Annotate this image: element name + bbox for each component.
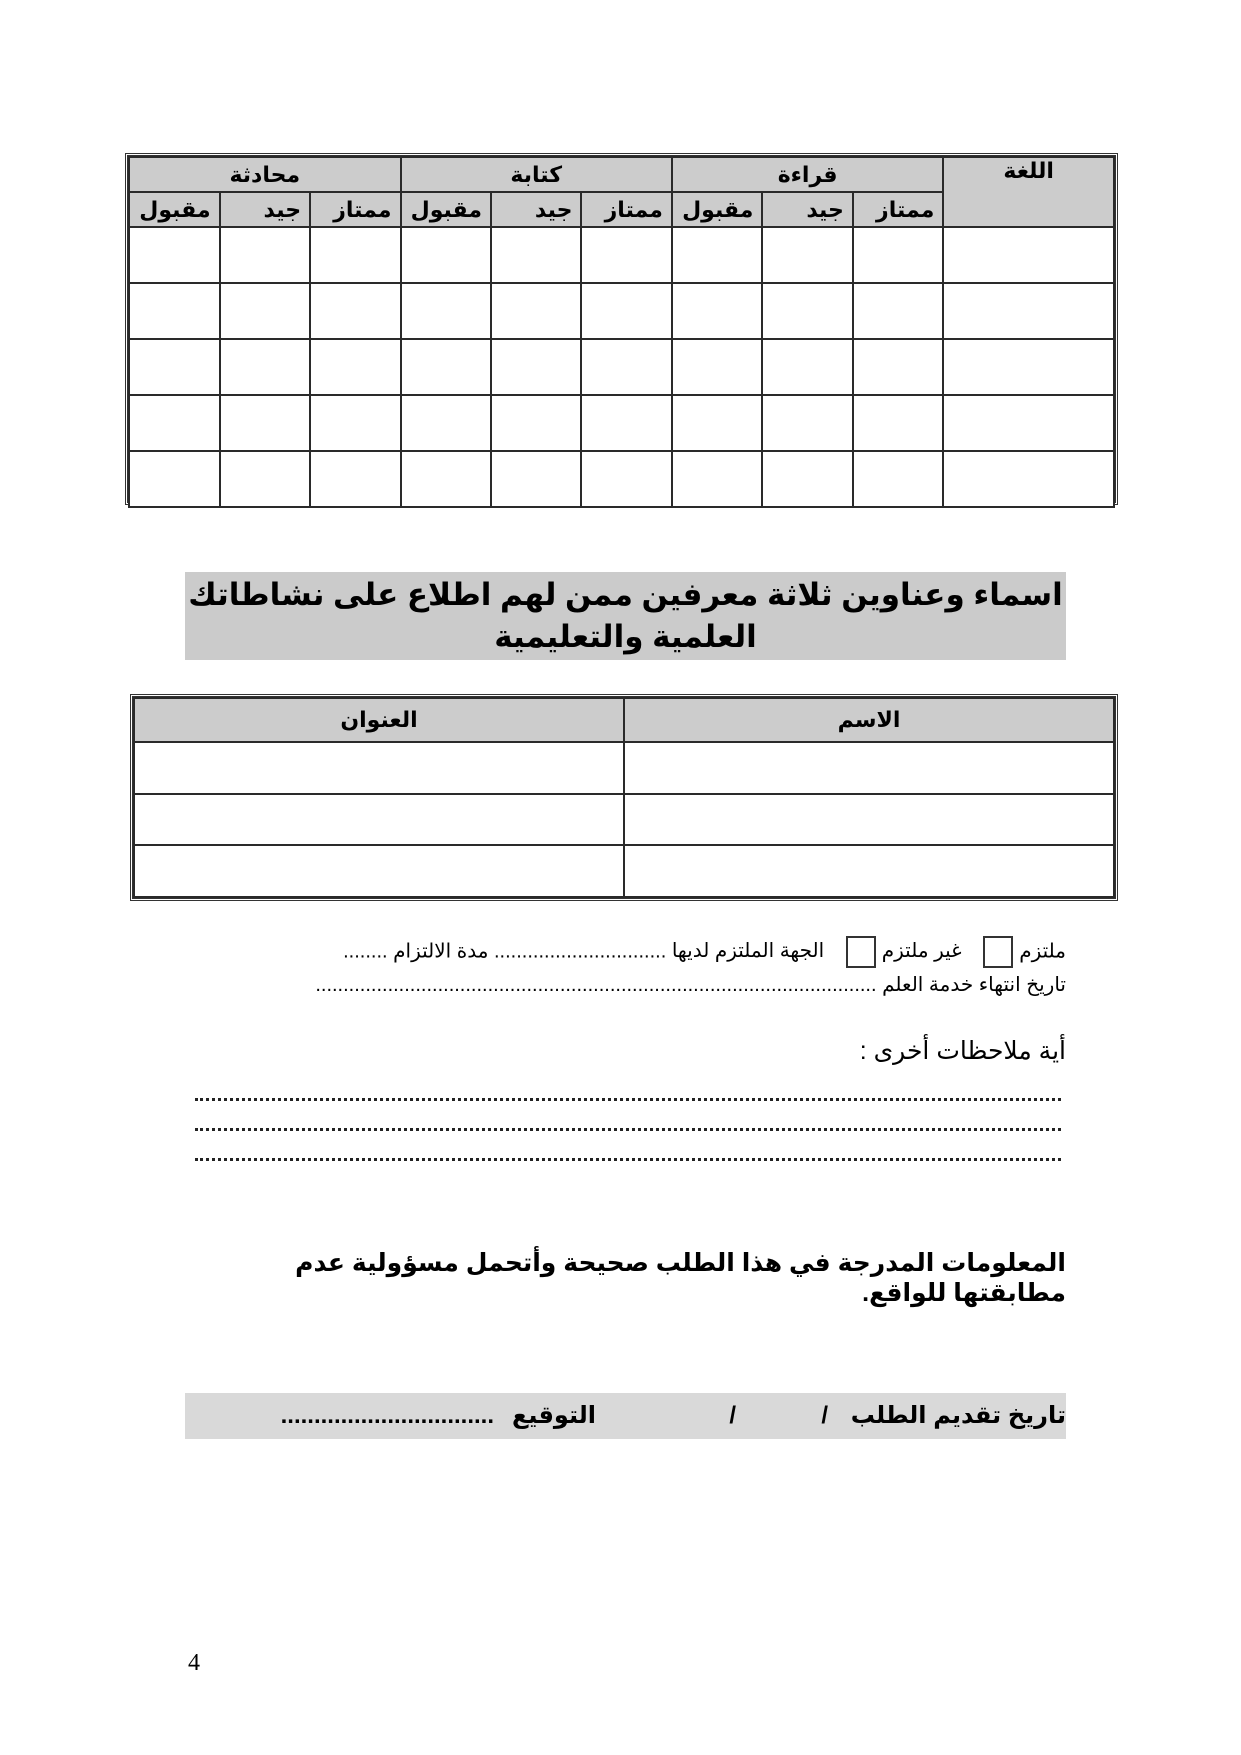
table-cell[interactable] <box>491 227 581 283</box>
table-cell[interactable] <box>853 451 943 507</box>
name-column-header: الاسم <box>624 698 1114 742</box>
table-cell[interactable] <box>581 395 671 451</box>
date-signature-bar <box>185 1393 1066 1439</box>
language-cell[interactable] <box>943 283 1114 339</box>
not-committed-label: غير ملتزم <box>881 940 962 963</box>
speaking-excellent-header: ممتاز <box>310 192 400 227</box>
table-cell[interactable] <box>220 227 310 283</box>
speaking-good-header: جيد <box>220 192 310 227</box>
table-cell[interactable] <box>129 227 220 283</box>
table-cell[interactable] <box>129 339 220 395</box>
table-cell[interactable] <box>491 283 581 339</box>
table-cell[interactable] <box>401 227 491 283</box>
table-cell[interactable] <box>581 339 671 395</box>
declaration-statement: المعلومات المدرجة في هذا الطلب صحيحة وأتحمل مسؤولية عدم مطابقتها للواقع. <box>295 1249 1066 1307</box>
reading-group-header: قراءة <box>672 157 943 192</box>
reading-good-header: جيد <box>762 192 852 227</box>
language-cell[interactable] <box>943 227 1114 283</box>
table-row <box>134 742 1114 794</box>
language-cell[interactable] <box>943 395 1114 451</box>
table-cell[interactable] <box>310 339 400 395</box>
remarks-line-1[interactable] <box>195 1094 1061 1101</box>
table-cell[interactable] <box>220 451 310 507</box>
page-number: 4 <box>188 1650 200 1676</box>
table-cell[interactable] <box>310 451 400 507</box>
table-cell[interactable] <box>401 395 491 451</box>
reference-name-cell[interactable] <box>624 794 1114 846</box>
table-row <box>129 451 1114 507</box>
table-cell[interactable] <box>310 395 400 451</box>
reference-address-cell[interactable] <box>134 742 624 794</box>
table-row <box>129 395 1114 451</box>
languages-table <box>125 153 1118 505</box>
remarks-line-3[interactable] <box>195 1154 1061 1161</box>
service-end-field[interactable]: ..................................................................................................... <box>315 974 877 996</box>
table-cell[interactable] <box>853 283 943 339</box>
service-end-label: تاريخ انتهاء خدمة العلم <box>882 974 1066 996</box>
table-cell[interactable] <box>220 283 310 339</box>
remarks-label: أية ملاحظات أخرى : <box>859 1037 1066 1065</box>
table-cell[interactable] <box>762 451 852 507</box>
duration-field[interactable]: ........ <box>343 940 388 963</box>
table-cell[interactable] <box>491 451 581 507</box>
table-cell[interactable] <box>762 227 852 283</box>
table-cell[interactable] <box>672 395 762 451</box>
table-cell[interactable] <box>310 283 400 339</box>
date-separator: / <box>821 1402 828 1429</box>
service-end-line <box>200 972 1066 997</box>
table-cell[interactable] <box>129 451 220 507</box>
language-cell[interactable] <box>943 451 1114 507</box>
table-cell[interactable] <box>853 395 943 451</box>
table-cell[interactable] <box>581 283 671 339</box>
reference-name-cell[interactable] <box>624 845 1114 897</box>
table-cell[interactable] <box>401 451 491 507</box>
references-table <box>130 694 1118 901</box>
table-cell[interactable] <box>401 339 491 395</box>
table-row <box>129 283 1114 339</box>
reading-excellent-header: ممتاز <box>853 192 943 227</box>
address-column-header: العنوان <box>134 698 624 742</box>
table-cell[interactable] <box>853 339 943 395</box>
table-cell[interactable] <box>672 451 762 507</box>
remarks-line-2[interactable] <box>195 1124 1061 1131</box>
table-cell[interactable] <box>762 339 852 395</box>
entity-label: الجهة الملتزم لديها <box>671 940 825 963</box>
table-cell[interactable] <box>762 395 852 451</box>
not-committed-checkbox[interactable] <box>846 936 876 968</box>
writing-acceptable-header: مقبول <box>401 192 491 227</box>
speaking-acceptable-header: مقبول <box>129 192 220 227</box>
table-cell[interactable] <box>672 339 762 395</box>
table-cell[interactable] <box>401 283 491 339</box>
table-cell[interactable] <box>762 283 852 339</box>
submission-date-label: تاريخ تقديم الطلب <box>850 1402 1066 1429</box>
table-cell[interactable] <box>491 395 581 451</box>
table-cell[interactable] <box>672 227 762 283</box>
table-cell[interactable] <box>581 227 671 283</box>
commitment-line <box>200 936 1066 968</box>
table-row <box>134 845 1114 897</box>
committed-checkbox[interactable] <box>983 936 1013 968</box>
table-cell[interactable] <box>581 451 671 507</box>
table-cell[interactable] <box>672 283 762 339</box>
reference-address-cell[interactable] <box>134 845 624 897</box>
language-cell[interactable] <box>943 339 1114 395</box>
table-row <box>129 227 1114 283</box>
committed-label: ملتزم <box>1019 940 1066 963</box>
table-cell[interactable] <box>853 227 943 283</box>
reading-acceptable-header: مقبول <box>672 192 762 227</box>
table-cell[interactable] <box>220 339 310 395</box>
date-separator: / <box>729 1402 736 1429</box>
writing-excellent-header: ممتاز <box>581 192 671 227</box>
table-cell[interactable] <box>310 227 400 283</box>
table-cell[interactable] <box>491 339 581 395</box>
table-cell[interactable] <box>129 283 220 339</box>
language-column-header: اللغة <box>943 157 1114 227</box>
writing-good-header: جيد <box>491 192 581 227</box>
signature-field[interactable]: ................................ <box>280 1402 494 1429</box>
reference-address-cell[interactable] <box>134 794 624 846</box>
table-cell[interactable] <box>129 395 220 451</box>
reference-name-cell[interactable] <box>624 742 1114 794</box>
signature-label: التوقيع <box>512 1402 596 1429</box>
references-section-heading: اسماء وعناوين ثلاثة معرفين ممن لهم اطلاع على نشاطاتك العلمية والتعليمية <box>185 572 1066 660</box>
speaking-group-header: محادثة <box>129 157 401 192</box>
table-row <box>134 794 1114 846</box>
table-cell[interactable] <box>220 395 310 451</box>
table-row <box>129 339 1114 395</box>
entity-field[interactable]: ............................... <box>494 940 667 963</box>
duration-label: مدة الالتزام <box>393 940 489 963</box>
writing-group-header: كتابة <box>401 157 672 192</box>
